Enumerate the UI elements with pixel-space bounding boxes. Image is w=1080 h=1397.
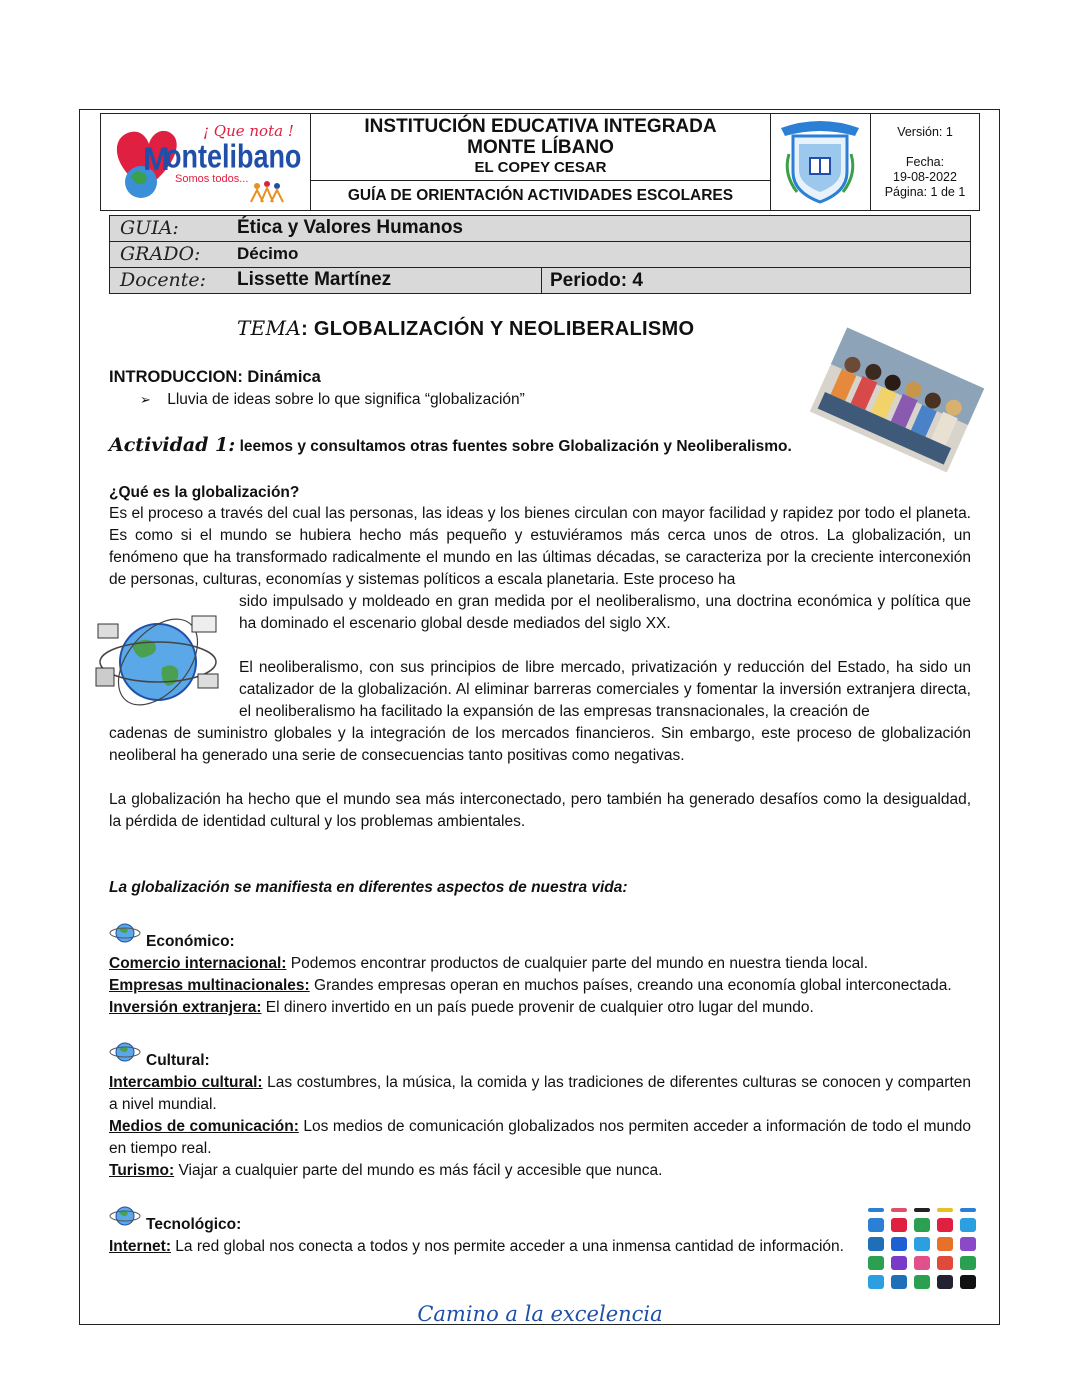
- economic-list: [109, 953, 979, 1019]
- crest-cell: [771, 114, 871, 210]
- list-item: Turismo: Viajar a cualquier parte del mundo es más fácil y accesible que nunca.: [109, 1162, 663, 1179]
- periodo: Periodo: 4: [541, 268, 643, 293]
- school-crest-icon: [771, 114, 869, 210]
- list-item: Medios de comunicación: Los medios de comunicación globalizados nos permiten acceder a información de todo el mundo en tiempo real.: [109, 1118, 971, 1157]
- tech-list: [109, 1236, 846, 1258]
- paragraph: La globalización ha hecho que el mundo sea más interconectado, pero también ha generado desafíos como la desigualdad, la pérdida de identidad cultural y los problemas ambientales.: [109, 791, 971, 830]
- intro-bullet: ➢ Lluvia de ideas sobre lo que significa “globalización”: [140, 391, 525, 408]
- info-table: [109, 215, 971, 294]
- list-item: Empresas multinacionales: Grandes empresas operan en muchos países, creando una economía global interconectada.: [109, 977, 952, 994]
- students-photo: [808, 326, 986, 474]
- globe-icon: [109, 1040, 145, 1064]
- svg-text:M: M: [143, 141, 170, 177]
- arrow-bullet-icon: ➢: [140, 392, 151, 407]
- date-label: Fecha:: [905, 155, 945, 169]
- globe-network-illustration: [92, 604, 224, 712]
- document-header: [100, 113, 980, 211]
- location: EL COPEY CESAR: [474, 159, 607, 176]
- list-item: Internet: La red global nos conecta a todos y nos permite acceder a una inmensa cantidad de información.: [109, 1238, 844, 1255]
- institution-name: INSTITUCIÓN EDUCATIVA INTEGRADA MONTE LÍBANO: [364, 116, 717, 158]
- category-heading: Cultural:: [146, 1052, 210, 1069]
- globe-icon: [109, 921, 145, 945]
- info-row-guia: GUIA: Ética y Valores Humanos: [110, 216, 970, 242]
- school-logo: [101, 114, 311, 210]
- version: Versión: 1: [897, 125, 953, 139]
- footer-motto: Camino a la excelencia: [417, 1302, 663, 1326]
- list-item: Intercambio cultural: Las costumbres, la música, la comida y las tradiciones de diferentes culturas se conocen y comparten a nivel mundial.: [109, 1074, 971, 1113]
- paragraph: Es el proceso a través del cual las personas, las ideas y los bienes circulan con mayor facilidad y rapidez por todo el planeta. Es como si el mundo se hubiera hecho más pequeño y estuviéramos más cerca unos de otros. La globalización, un fenómeno que ha transformado radicalmente el mundo en las últimas décadas, se caracteriza por la creciente interconexión de personas, culturas, economías y sistemas políticos a escala planetaria. Este proceso ha: [109, 505, 971, 588]
- activity-line: Actividad 1: leemos y consultamos otras fuentes sobre Globalización y Neoliberalismo.: [109, 434, 792, 456]
- category-heading: Tecnológico:: [146, 1216, 242, 1233]
- list-item: Comercio internacional: Podemos encontrar productos de cualquier parte del mundo en nuestra tienda local.: [109, 955, 869, 972]
- info-row-docente: Docente: Lissette Martínez Periodo: 4: [110, 268, 970, 293]
- svg-text:ontelibano: ontelibano: [165, 137, 302, 176]
- social-icon-row: [868, 1208, 976, 1212]
- paragraph: cadenas de suministro globales y la integración de los mercados financieros. Sin embargo, este proceso de globalización neoliberal ha generado una serie de consecuencias tanto positivas como negativas.: [109, 725, 971, 764]
- cultural-list: [109, 1072, 971, 1182]
- section-heading: ¿Qué es la globalización?: [109, 484, 300, 501]
- page-title: TEMA: GLOBALIZACIÓN Y NEOLIBERALISMO: [237, 316, 695, 340]
- svg-text:¡ Que nota !: ¡ Que nota !: [203, 122, 294, 140]
- meta-cell: [871, 114, 979, 210]
- svg-text:Somos todos...: Somos todos...: [175, 173, 249, 185]
- social-media-icons: [866, 1206, 978, 1290]
- globe-icon: [109, 1204, 145, 1228]
- page-number: Página: 1 de 1: [884, 185, 966, 199]
- list-item: Inversión extranjera: El dinero invertido en un país puede provenir de cualquier otro lugar del mundo.: [109, 999, 814, 1016]
- guide-title: GUÍA DE ORIENTACIÓN ACTIVIDADES ESCOLARES: [311, 180, 770, 211]
- paragraph: El neoliberalismo, con sus principios de libre mercado, privatización y reducción del Estado, ha sido un catalizador de la globalización. Al eliminar barreras comerciales y fomentar la inversión extranjera directa, el neoliberalismo ha facilitado la expansión de las empresas transnacionales, la creación de: [239, 659, 971, 720]
- logo-cell: [101, 114, 311, 210]
- section-subheading: La globalización se manifiesta en diferentes aspectos de nuestra vida:: [109, 879, 628, 896]
- date-value: 19-08-2022: [893, 170, 957, 184]
- intro-heading: INTRODUCCION: Dinámica: [109, 368, 321, 386]
- info-row-grado: GRADO: Décimo: [110, 242, 970, 268]
- category-heading: Económico:: [146, 933, 235, 950]
- paragraph: sido impulsado y moldeado en gran medida por el neoliberalismo, una doctrina económica y política que ha dominado el escenario global desde mediados del siglo XX.: [239, 593, 971, 632]
- title-cell: [311, 114, 771, 210]
